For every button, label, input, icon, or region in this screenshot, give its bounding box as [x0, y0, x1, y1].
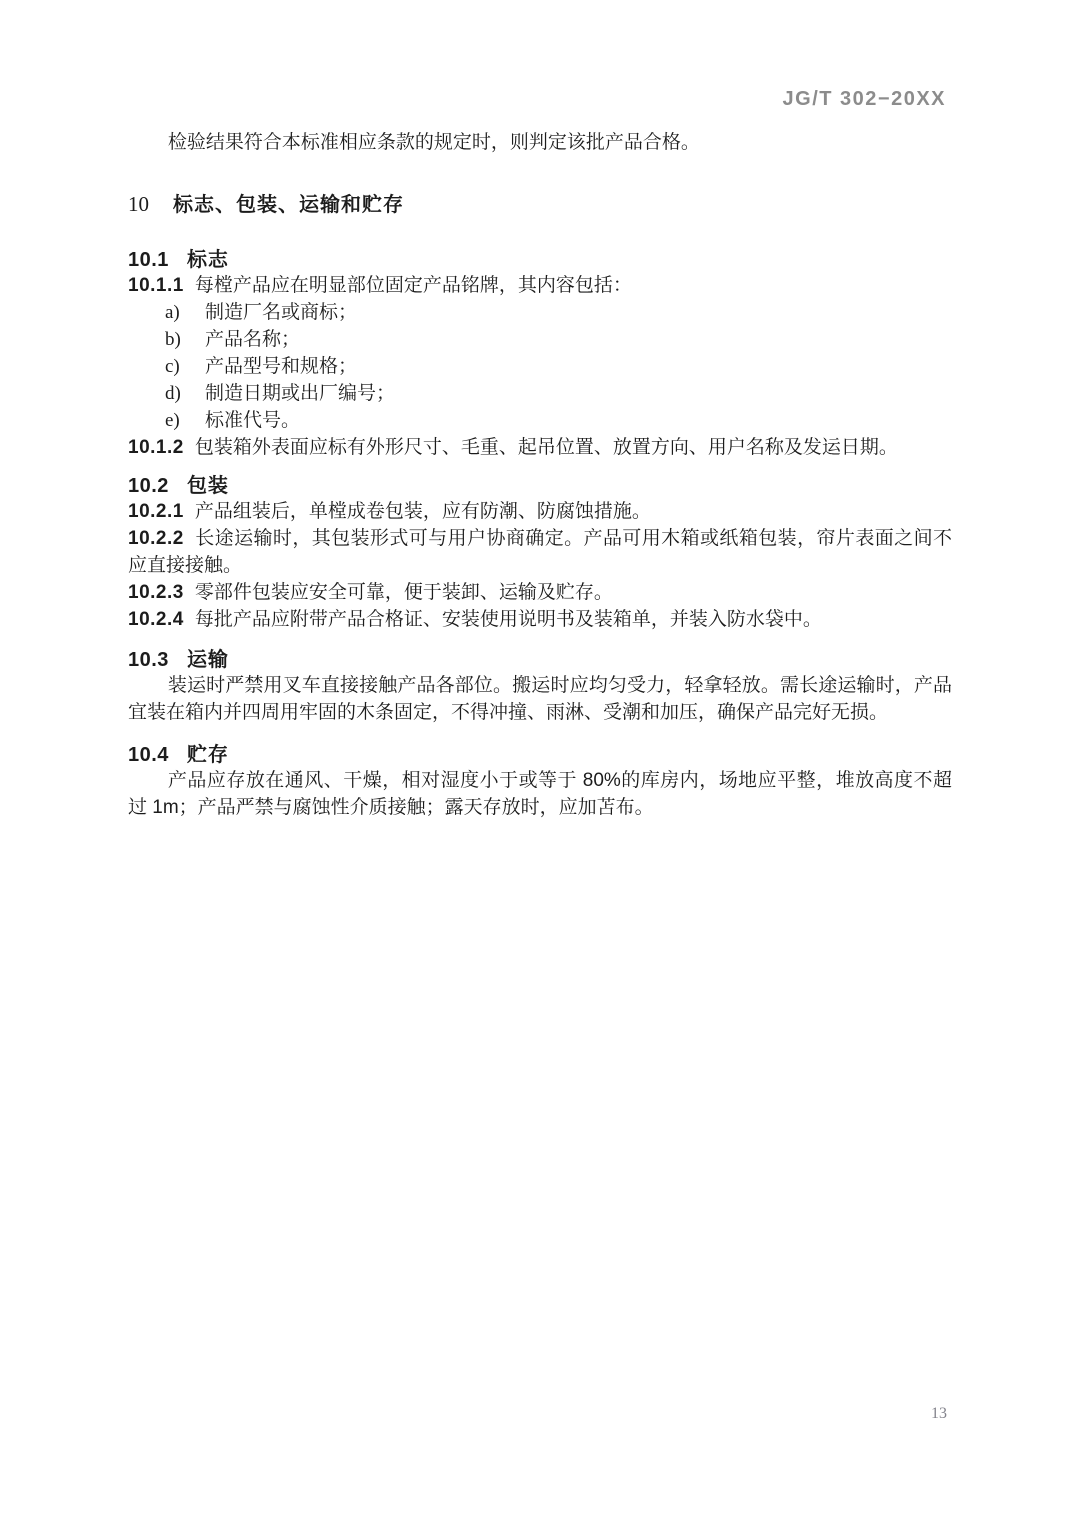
section-title: 运输 [186, 649, 229, 671]
section-number: 10.1 [128, 249, 169, 271]
clause-text: 产品组装后，单樘成卷包装，应有防潮、防腐蚀措施。 [194, 501, 651, 522]
list-text: 产品型号和规格； [205, 356, 358, 377]
clause-text: 零部件包装应安全可靠，便于装卸、运输及贮存。 [194, 582, 613, 603]
section-title: 包装 [186, 475, 229, 497]
clause-text: 每批产品应附带产品合格证、安装使用说明书及装箱单，并装入防水袋中。 [194, 609, 822, 630]
document-content [128, 0, 952, 821]
list-text: 制造厂名或商标； [205, 302, 358, 323]
list-marker: c) [165, 356, 180, 377]
clause-number: 10.1.1 [128, 275, 184, 296]
clause-number: 10.2.3 [128, 582, 184, 603]
list-item [128, 326, 952, 353]
chapter-10-heading [128, 192, 952, 217]
section-number: 10.3 [128, 649, 169, 671]
clause-number: 10.2.1 [128, 501, 184, 522]
list-item [128, 407, 952, 434]
list-marker: d) [165, 383, 181, 404]
list-text: 标准代号。 [205, 410, 301, 431]
section-10-1-heading [128, 248, 952, 272]
section-10-4-heading [128, 743, 952, 767]
clause-10-2-2 [128, 525, 952, 579]
intro-paragraph: 检验结果符合本标准相应条款的规定时，则判定该批产品合格。 [167, 132, 700, 153]
list-text: 制造日期或出厂编号； [205, 383, 396, 404]
clause-10-1-1 [128, 272, 952, 299]
document-code-header: JG/T 302−20XX [782, 88, 946, 110]
chapter-number: 10 [128, 192, 149, 216]
list-item [128, 380, 952, 407]
transport-paragraph: 装运时严禁用叉车直接接触产品各部位。搬运时应均匀受力，轻拿轻放。需长途运输时，产品宜装在箱内并四周用牢固的木条固定，不得冲撞、雨淋、受潮和加压，确保产品完好无损。 [128, 675, 952, 723]
page-number: 13 [931, 1405, 947, 1422]
list-text: 产品名称； [205, 329, 301, 350]
list-marker: b) [165, 329, 181, 350]
section-title: 贮存 [186, 744, 229, 766]
section-title: 标志 [186, 249, 229, 271]
clause-10-2-1 [128, 498, 952, 525]
clause-10-2-3 [128, 579, 952, 606]
section-number: 10.4 [128, 744, 169, 766]
list-marker: e) [165, 410, 180, 431]
clause-text: 每樘产品应在明显部位固定产品铭牌，其内容包括： [194, 275, 632, 296]
clause-text: 包装箱外表面应标有外形尺寸、毛重、起吊位置、放置方向、用户名称及发运日期。 [194, 437, 898, 458]
clause-number: 10.2.2 [128, 528, 184, 549]
list-item [128, 299, 952, 326]
list-marker: a) [165, 302, 180, 323]
chapter-title: 标志、包装、运输和贮存 [173, 194, 404, 216]
clause-number: 10.1.2 [128, 437, 184, 458]
storage-paragraph: 产品应存放在通风、干燥，相对湿度小于或等于 80%的库房内，场地应平整，堆放高度不超过 1m；产品严禁与腐蚀性介质接触；露天存放时，应加苫布。 [128, 770, 952, 818]
nameplate-content-list [128, 299, 952, 434]
section-10-2-heading [128, 474, 952, 498]
clause-text: 长途运输时，其包装形式可与用户协商确定。产品可用木箱或纸箱包装，帘片表面之间不应直接接触。 [128, 528, 952, 576]
clause-10-2-4 [128, 606, 952, 633]
section-number: 10.2 [128, 475, 169, 497]
section-10-3-heading [128, 648, 952, 672]
clause-number: 10.2.4 [128, 609, 184, 630]
list-item [128, 353, 952, 380]
clause-10-1-2 [128, 434, 952, 461]
